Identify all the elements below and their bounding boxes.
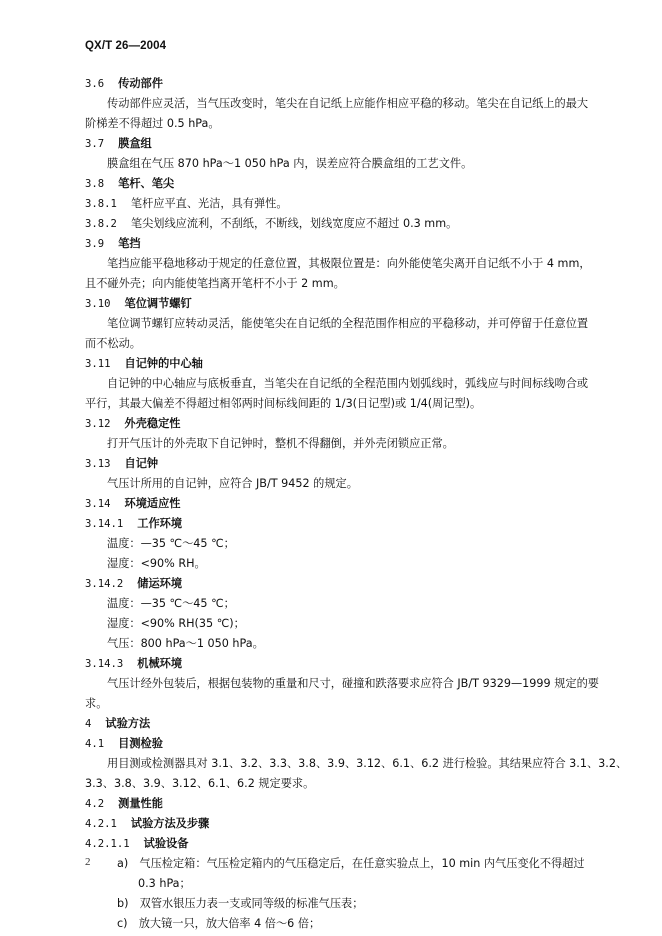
section-heading	[85, 294, 192, 314]
section-title: 试验方法及步骤	[130, 817, 210, 830]
list-item: b) 双管水银压力表一支或同等级的标准气压表；	[117, 897, 364, 910]
paragraph-line: 自记钟的中心轴应与底板垂直，当笔尖在自记纸的全程范围内划弧线时，弧线应与时间标线吻合或	[107, 377, 589, 390]
paragraph-line: 求。	[85, 697, 108, 710]
section-number: 3.14.2	[85, 578, 124, 590]
section-title: 试验方法	[105, 717, 151, 730]
paragraph-line: 气压计所用的自记钟，应符合 JB/T 9452 的规定。	[107, 477, 358, 490]
section-number: 3.9	[85, 238, 105, 250]
section-title: 工作环境	[137, 517, 183, 530]
paragraph-line: 湿度：<90% RH。	[107, 557, 206, 570]
section-number: 3.10	[85, 298, 111, 310]
section-title: 笔挡	[118, 237, 141, 250]
page-number: 2	[85, 856, 91, 868]
section-heading	[85, 234, 141, 254]
clause-number: 3.8.2	[85, 218, 117, 230]
clause-line	[85, 214, 457, 234]
section-number: 3.14	[85, 498, 111, 510]
section-number: 4.2.1.1	[85, 838, 130, 850]
section-number: 3.14.3	[85, 658, 124, 670]
paragraph-line: 膜盒组在气压 870 hPa～1 050 hPa 内，误差应符合膜盒组的工艺文件。	[107, 157, 473, 170]
paragraph-line: 用目测或检测器具对 3.1、3.2、3.3、3.8、3.9、3.12、6.1、6.2 进行检验。其结果应符合 3.1、3.2、	[107, 757, 628, 770]
clause-number: 3.8.1	[85, 198, 117, 210]
subsection-heading	[85, 654, 182, 674]
section-heading	[85, 794, 163, 814]
section-title: 笔位调节螺钉	[124, 297, 192, 310]
section-title: 储运环境	[137, 577, 183, 590]
section-title: 目测检验	[118, 737, 163, 750]
section-title: 环境适应性	[124, 497, 181, 510]
section-heading	[85, 414, 180, 434]
paragraph-line: 平行，其最大偏差不得超过相邻两时间标线间距的 1/3(日记型)或 1/4(周记型)。	[85, 397, 482, 410]
list-item: c) 放大镜一只，放大倍率 4 倍～6 倍；	[117, 917, 321, 930]
section-number: 3.12	[85, 418, 111, 430]
clause-text: 笔尖划线应流利，不刮纸，不断线，划线宽度应不超过 0.3 mm。	[130, 217, 458, 230]
section-title: 试验设备	[143, 837, 189, 850]
section-number: 4.2.1	[85, 818, 117, 830]
section-number: 3.6	[85, 78, 105, 90]
clause-line	[85, 194, 288, 214]
section-heading	[85, 734, 163, 754]
section-heading	[85, 454, 158, 474]
section-title: 机械环境	[137, 657, 183, 670]
list-item: a) 气压检定箱：气压检定箱内的气压稳定后，在任意实验点上，10 min 内气压变化不得超过	[117, 857, 585, 870]
section-title: 笔杆、笔尖	[118, 177, 175, 190]
paragraph-line: 笔挡应能平稳地移动于规定的任意位置，其极限位置是：向外能使笔尖离开自记纸不小于 4 mm，	[107, 257, 591, 270]
section-heading	[85, 494, 180, 514]
section-number: 3.13	[85, 458, 111, 470]
chapter-heading	[85, 714, 150, 734]
paragraph-line: 传动部件应灵活，当气压改变时，笔尖在自记纸上应能作相应平稳的移动。笔尖在自记纸上的最大	[107, 97, 589, 110]
clause-text: 笔杆应平直、光洁，具有弹性。	[130, 197, 288, 210]
subsection-heading	[85, 514, 182, 534]
paragraph-line: 打开气压计的外壳取下自记钟时，整机不得翻倒，并外壳闭锁应正常。	[107, 437, 454, 450]
paragraph-line: 而不松动。	[85, 337, 141, 350]
section-heading	[85, 134, 152, 154]
section-title: 外壳稳定性	[124, 417, 181, 430]
section-heading	[85, 74, 163, 94]
paragraph-line: 气压计经外包装后，根据包装物的重量和尺寸，碰撞和跌落要求应符合 JB/T 9329—1999 规定的要	[107, 677, 599, 690]
section-number: 3.8	[85, 178, 105, 190]
subsection-heading	[85, 814, 209, 834]
subsection-heading	[85, 834, 188, 854]
section-title: 自记钟的中心轴	[124, 357, 203, 370]
paragraph-line: 笔位调节螺钉应转动灵活，能使笔尖在自记纸的全程范围作相应的平稳移动，并可停留于任意位置	[107, 317, 589, 330]
paragraph-line: 湿度：<90% RH(35 ℃)；	[107, 617, 245, 630]
section-title: 膜盒组	[118, 137, 152, 150]
section-number: 3.7	[85, 138, 105, 150]
paragraph-line: 且不碰外壳；向内能使笔挡离开笔杆不小于 2 mm。	[85, 277, 345, 290]
section-number: 3.14.1	[85, 518, 124, 530]
paragraph-line: 气压：800 hPa～1 050 hPa。	[107, 637, 264, 650]
section-title: 自记钟	[124, 457, 159, 470]
standard-code-header: QX/T 26—2004	[85, 40, 167, 52]
list-item-continuation: 0.3 hPa；	[138, 877, 191, 890]
paragraph-line: 温度：—35 ℃～45 ℃；	[107, 597, 235, 610]
section-heading	[85, 354, 203, 374]
subsection-heading	[85, 574, 182, 594]
paragraph-line: 温度：—35 ℃～45 ℃；	[107, 537, 235, 550]
section-title: 测量性能	[118, 797, 163, 810]
section-number: 3.11	[85, 358, 111, 370]
section-title: 传动部件	[118, 77, 163, 90]
paragraph-line: 3.3、3.8、3.9、3.12、6.1、6.2 规定要求。	[85, 777, 315, 790]
section-number: 4.2	[85, 798, 105, 810]
paragraph-line: 阶梯差不得超过 0.5 hPa。	[85, 117, 220, 130]
section-heading	[85, 174, 174, 194]
section-number: 4.1	[85, 738, 105, 750]
section-number: 4	[85, 718, 92, 730]
